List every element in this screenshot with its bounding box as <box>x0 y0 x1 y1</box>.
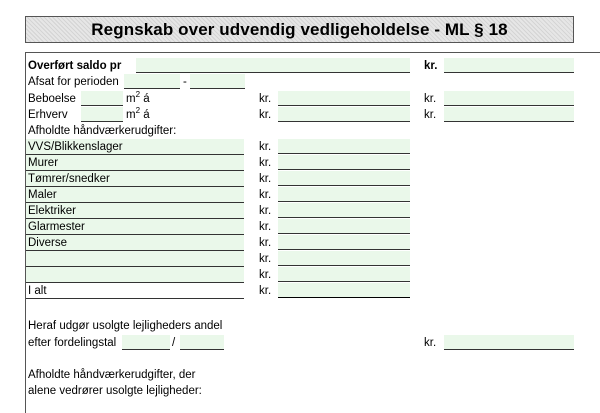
trade-kr-label: kr. <box>259 189 272 201</box>
beboelse-kr-label: kr. <box>259 93 272 105</box>
trade-amount-field[interactable] <box>278 235 410 250</box>
heraf-line1: Heraf udgør usolgte lejligheders andel <box>28 320 223 332</box>
erhverv-area-field[interactable] <box>81 107 123 122</box>
trade-amount-field[interactable] <box>278 219 410 234</box>
trade-kr-label: kr. <box>259 205 272 217</box>
trade-row <box>26 171 446 187</box>
afsat-from-field[interactable] <box>124 74 180 89</box>
trade-kr-label: kr. <box>259 141 272 153</box>
heraf-line2: efter fordelingstal <box>28 337 117 349</box>
row-i-alt <box>26 283 446 299</box>
afholdte2-line1: Afholdte håndværkerudgifter, der <box>28 369 196 381</box>
row-afholdte2-2 <box>26 383 426 399</box>
trade-row <box>26 155 446 171</box>
trade-name-field[interactable] <box>26 155 244 170</box>
trade-amount-field[interactable] <box>278 203 410 218</box>
row-afholdte2-1 <box>26 367 426 383</box>
trade-label: Murer <box>28 157 59 169</box>
afsat-label: Afsat for perioden <box>28 76 119 88</box>
afholdte-heading: Afholdte håndværkerudgifter: <box>28 125 177 137</box>
trade-name-field[interactable] <box>26 187 244 202</box>
trade-kr-label: kr. <box>259 237 272 249</box>
trade-amount-field[interactable] <box>278 171 410 186</box>
trade-row <box>26 203 446 219</box>
trade-label: Diverse <box>28 237 67 249</box>
row-beboelse <box>26 91 600 107</box>
row-overfort <box>26 58 600 74</box>
beboelse-area-field[interactable] <box>81 91 123 106</box>
page-title: Regnskab over udvendig vedligeholdelse - ML § 18 <box>25 16 574 43</box>
erhverv-kr2-label: kr. <box>424 109 437 121</box>
overfort-label: Overført saldo pr <box>28 60 122 72</box>
beboelse-rate-field[interactable] <box>278 91 410 106</box>
beboelse-label: Beboelse <box>28 93 76 105</box>
beboelse-unit: $m^2$ á <box>126 90 150 105</box>
fordelingstal-slash: / <box>172 337 176 349</box>
trade-label: Glarmester <box>28 221 85 233</box>
beboelse-amount-field[interactable] <box>444 91 574 106</box>
trade-amount-field[interactable] <box>278 267 410 282</box>
trade-name-field[interactable] <box>26 267 244 282</box>
trade-row <box>26 219 446 235</box>
heraf-amount-field[interactable] <box>444 335 574 350</box>
trade-amount-field[interactable] <box>278 139 410 154</box>
heraf-kr-label: kr. <box>424 337 437 349</box>
fordelingstal-denominator-field[interactable] <box>180 335 224 350</box>
trade-name-field[interactable] <box>26 251 244 266</box>
erhverv-amount-field[interactable] <box>444 107 574 122</box>
trade-amount-field[interactable] <box>278 251 410 266</box>
afholdte2-line2: alene vedrører usolgte lejligheder: <box>28 385 202 397</box>
fordelingstal-numerator-field[interactable] <box>122 335 170 350</box>
trade-row <box>26 187 446 203</box>
overfort-kr-label: kr. <box>424 60 438 72</box>
trade-row <box>26 139 446 155</box>
overfort-date-field[interactable] <box>136 58 410 73</box>
overfort-amount-field[interactable] <box>444 58 574 73</box>
row-heraf-2 <box>26 335 600 351</box>
trade-label: Maler <box>28 189 57 201</box>
trade-label: Elektriker <box>28 205 76 217</box>
i-alt-kr-label: kr. <box>259 285 272 297</box>
trade-row <box>26 251 446 267</box>
row-afholdte-heading <box>26 123 326 139</box>
i-alt-label: I alt <box>28 285 47 297</box>
trade-label: Tømrer/snedker <box>28 173 110 185</box>
erhverv-kr-label: kr. <box>259 109 272 121</box>
afsat-to-field[interactable] <box>190 74 245 89</box>
trade-amount-field[interactable] <box>278 155 410 170</box>
row-erhverv <box>26 107 600 123</box>
trade-kr-label: kr. <box>259 269 272 281</box>
trade-kr-label: kr. <box>259 253 272 265</box>
trade-row <box>26 267 446 283</box>
trade-kr-label: kr. <box>259 157 272 169</box>
trade-kr-label: kr. <box>259 221 272 233</box>
erhverv-label: Erhverv <box>28 109 68 121</box>
trade-kr-label: kr. <box>259 173 272 185</box>
i-alt-underline <box>26 298 244 299</box>
trade-amount-field[interactable] <box>278 187 410 202</box>
beboelse-kr2-label: kr. <box>424 93 437 105</box>
trade-row <box>26 235 446 251</box>
erhverv-unit: $m^2$ á <box>126 106 150 121</box>
afsat-dash: - <box>183 76 187 88</box>
erhverv-rate-field[interactable] <box>278 107 410 122</box>
row-heraf-1 <box>26 318 426 334</box>
row-afsat <box>26 74 600 90</box>
trade-label: VVS/Blikkenslager <box>28 141 123 153</box>
i-alt-total-field[interactable] <box>278 283 410 298</box>
ledger-sheet <box>25 52 600 413</box>
